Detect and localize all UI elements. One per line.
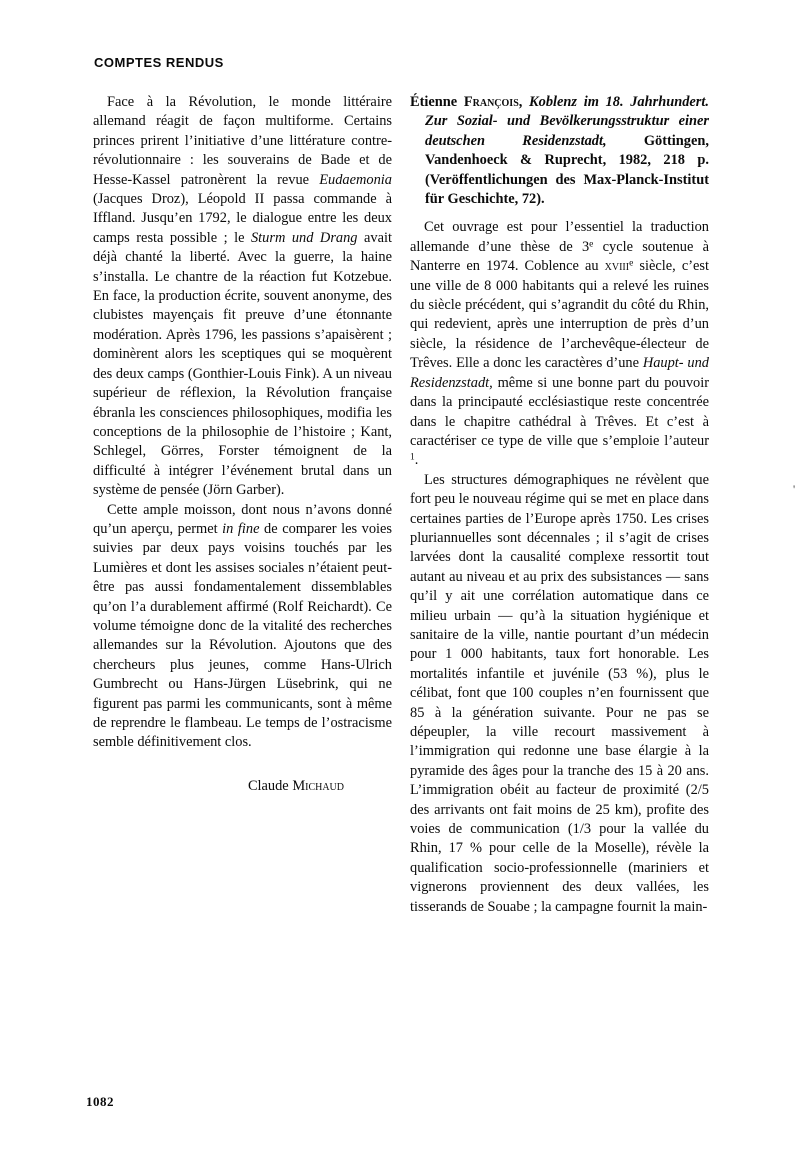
left-column (93, 93, 392, 917)
smallcaps-text: xviii (604, 258, 630, 275)
paragraph: Les structures démographiques ne révèlent que fort peu le nouveau régime qui se met en place dans certaines parties de l’Europe après 1750. Les crises pluriannuelles sont décennales ; il s’agit de crises larvées dont la causalité complexe ressortit tout autant au niveau et au prix des subsistances — sans qu’il y ait une corrélation automatique dans ce milieu urbain — qu’à la situation hygiénique et sanitaire de la ville, nantie pourtant d’un médecin pour 1 000 habitants, taux fort honorable. Les mortalités infantile et juvénile (53 %), plus le célibat, font que 100 couples n’en fournissent que 85 à la génération suivante. Pour ne pas se dépeupler, la ville recourt massivement à l’immigration qui redonne une base élargie à la pyramide des âges pour la tranche des 15 à 20 ans. L’immigration obéit au facteur de proximité (2/5 des arrivants ont fait moins de 25 km), profite des voies de communication (1/3 pour la vallée du Rhin, 17 % pour celle de la Moselle), révèle la qualification socio-professionnelle (mariniers et vignerons proviennent des deux vallées, les tisserands de Souabe ; la campagne fournit la main- (410, 471, 709, 915)
superscript-text: 1 (410, 453, 415, 464)
italic-text: in fine (222, 520, 260, 537)
smallcaps-text: Michaud (292, 777, 344, 794)
running-head: COMPTES RENDUS (94, 55, 224, 70)
book-citation: Étienne François, Koblenz im 18. Jahrhundert. Zur Sozial- und Bevölkerungsstruktur einer deutschen Residenzstadt, Göttingen, Vandenhoeck & Ruprecht, 1982, 218 p. (Veröffentlichungen des Max-Planck-Institut für Geschichte, 72). (410, 94, 709, 208)
review-signature: Claude Michaud (247, 777, 344, 794)
italic-text: Sturm und Drang (250, 229, 358, 246)
page-number: 1082 (86, 1094, 114, 1109)
paragraph: Cette ample moisson, dont nous n’avons donné qu’un aperçu, permet in fine de comparer les voies suivies par deux pays voisins touchés par les Lumières et dont les assises sociales n’étaient peut-être pas aussi fondamentalement dissemblables qu’on l’a durablement affirmé (Rolf Reichardt). Ce volume témoigne donc de la vitalité des recherches allemandes sur la Révolution. Ajoutons que des chercheurs plus jeunes, comme Hans-Ulrich Gumbrecht ou Hans-Jürgen Lüsebrink, qui ne figurent pas parmi les communicants, sont à même de reprendre le flambeau. Le temps de l’ostracisme semble définitivement clos. (93, 501, 393, 751)
superscript-text: e (589, 239, 594, 250)
scan-artifact-mark: ' (793, 482, 796, 496)
italic-text: Koblenz im 18. Jahrhundert. Zur Sozial- und Bevölkerungsstruktur einer deutschen Residenzstadt, (425, 94, 709, 149)
paragraph: Face à la Révolution, le monde littéraire allemand réagit de façon multiforme. Certains princes prirent l’initiative d’une littérature contre-révolutionnaire : les souverains de Bade et de Hesse-Kassel patronèrent la revue Eudaemonia (Jacques Droz), Léopold II passa commande à Iffland. Jusqu’en 1792, le dialogue entre les deux camps resta possible ; le Sturm und Drang avait déjà chanté la liberté. Avec la guerre, la haine s’installa. Le chantre de la réaction fut Kotzebue. En face, la production écrite, souvent anonyme, des clubistes mayençais fit preuve d’une étonnante modération. Après 1796, les passions s’apaisèrent ; dominèrent alors les sceptiques qui se moquèrent des deux camps (Gonthier-Louis Fink). A un niveau supérieur de réflexion, la Révolution française ébranla les consciences philosophiques, modifia les conceptions de la philosophie de l’histoire ; Kant, Schlegel, Görres, Forster témoignent de la difficulté à intégrer l’événement brutal dans un système de pensée (Jörn Garber). (93, 94, 392, 499)
superscript-text: e (629, 258, 634, 269)
smallcaps-text: François (463, 94, 519, 110)
right-column (410, 93, 709, 917)
paragraph: Cet ouvrage est pour l’essentiel la traduction allemande d’une thèse de 3e cycle soutenue à Nanterre en 1974. Coblence au xviii$^e$ siècle, c’est une ville de 8 000 habitants qui a relevé les ruines du siècle précédent, qui s’agrandit du côté du Rhin, qui redevient, après une interruption de près d’un siècle, la résidence de l’archevêque-électeur de Trêves. Elle a donc les caractères d’une Haupt- und Residenzstadt, même si une bonne part du pouvoir dans la principauté ecclésiastique reste concentrée dans le chapitre cathédral à Trêves. Et c’est à caractériser ce type de ville que s’emploie l’auteur $^1$. (410, 219, 710, 469)
italic-text: Eudaemonia (319, 171, 392, 188)
italic-text: Haupt- und Residenzstadt, (410, 355, 709, 391)
text-columns (93, 93, 709, 917)
